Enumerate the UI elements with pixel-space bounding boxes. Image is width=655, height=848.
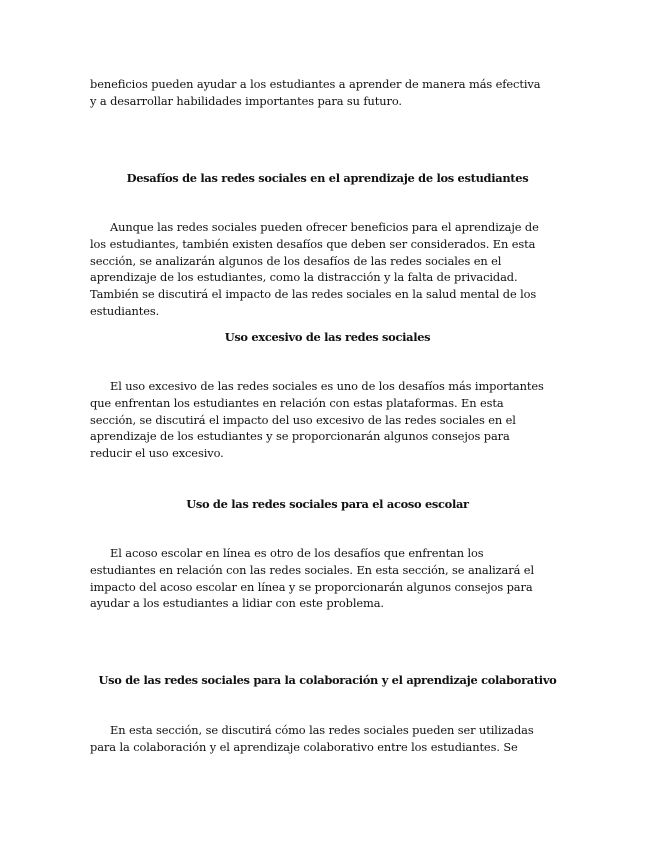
paragraph-line: aprendizaje de los estudiantes, como la distracción y la falta de privacidad. [90,270,518,285]
paragraph-line: impacto del acoso escolar en línea y se proporcionarán algunos consejos para [90,579,533,594]
paragraph-line: aprendizaje de los estudiantes y se proporcionarán algunos consejos para [90,429,510,444]
paragraph-line: El acoso escolar en línea es otro de los desafíos que enfrentan los [110,546,484,560]
paragraph-line: En esta sección, se discutirá cómo las redes sociales pueden ser utilizadas [110,723,534,737]
paragraph-line: También se discutirá el impacto de las redes sociales en la salud mental de los [90,287,537,302]
paragraph-line: sección, se discutirá el impacto del uso excesivo de las redes sociales en el [90,412,516,427]
section-heading-colaboracion: Uso de las redes sociales para la colaboración y el aprendizaje colaborativo [98,673,557,687]
paragraph-line: que enfrentan los estudiantes en relación con estas plataformas. En esta [90,395,504,410]
section-heading-desafios: Desafíos de las redes sociales en el aprendizaje de los estudiantes [126,171,529,185]
paragraph-line: y a desarrollar habilidades importantes para su futuro. [90,93,402,108]
section-paragraph-desafios [90,219,565,320]
section-heading-uso-excesivo: Uso excesivo de las redes sociales [224,330,431,344]
paragraph-line: estudiantes en relación con las redes sociales. En esta sección, se analizará el [90,562,534,577]
section-paragraph-uso-excesivo [90,378,565,462]
section-heading-acoso-escolar: Uso de las redes sociales para el acoso escolar [186,497,469,511]
paragraph-line: estudiantes. [90,303,160,318]
paragraph-line: Aunque las redes sociales pueden ofrecer beneficios para el aprendizaje de [110,220,539,234]
paragraph-line: El uso excesivo de las redes sociales es uno de los desafíos más importantes [110,379,544,393]
paragraph-line: ayudar a los estudiantes a lidiar con este problema. [90,596,384,611]
paragraph-line: los estudiantes, también existen desafíos que deben ser considerados. En esta [90,236,536,251]
section-paragraph-colaboracion [90,722,565,756]
paragraph-line: para la colaboración y el aprendizaje colaborativo entre los estudiantes. Se [90,739,518,754]
paragraph-line: reducir el uso excesivo. [90,446,224,461]
intro-paragraph [90,76,565,110]
paragraph-line: beneficios pueden ayudar a los estudiantes a aprender de manera más efectiva [90,77,541,91]
section-paragraph-acoso-escolar [90,545,565,612]
paragraph-line: sección, se analizarán algunos de los desafíos de las redes sociales en el [90,253,502,268]
